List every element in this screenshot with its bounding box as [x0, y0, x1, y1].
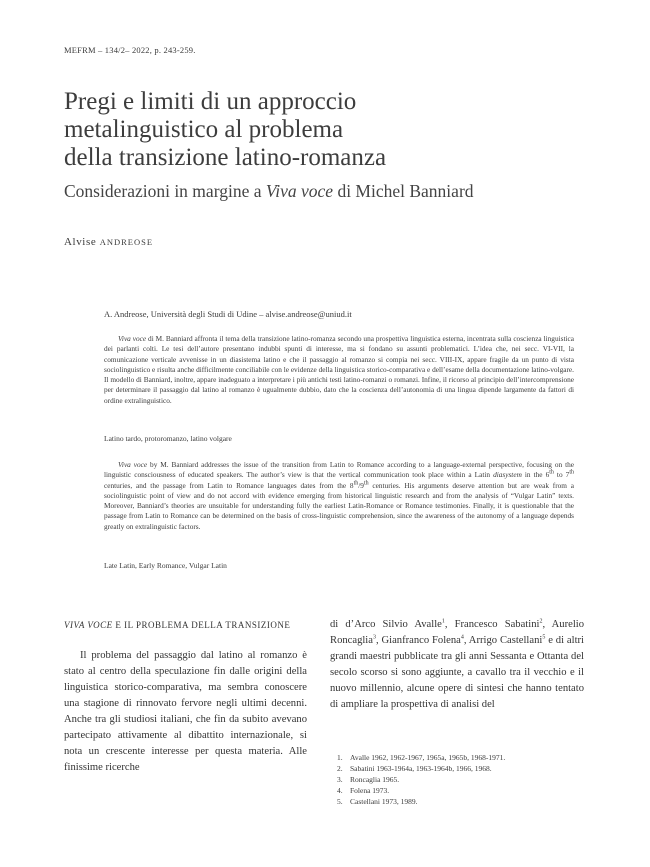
body-paragraph-continued: di d’Arco Silvio Avalle$^1$, Francesco Sabatini$^2$, Aurelio Roncaglia$^3$, Gianfranco Folena$^4$, Arrigo Castellani$^5$ e di altri grandi maestri pubblicate tra gli anni Sessanta e Ottanta del secolo scorso si sono aggiunte, a cavallo tra il vecchio e il nuovo millennio, alcune opere di sintesi che hanno tentato di ampliare la prospettiva di analisi del	[330, 618, 584, 710]
keywords-italian: Latino tardo, protoromanzo, latino volgare	[104, 434, 232, 443]
abstract-italian: Viva voce di M. Banniard affronta il tema della transizione latino-romanza secondo una prospettiva linguistica esterna, incentrata sulla coscienza linguistica dei parlanti colti. Le tesi dell’autore presentano indubbi spunti di interesse, ma si fondano su assunti problematici. L’idea che, nei secc. VI-VII, la comunicazione verticale avvenisse in un diasistema latino e che il passaggio al romanzo si compia nei secc. VIII-IX, appare fragile da un punto di vista sociolinguistico e risulta anche difficilmente conciliabile con le evidenze della linguistica storico-comparativa e dell’esame della documentazione latino-volgare. Il modello di Banniard, inoltre, appare inadeguato a interpretare i più antichi testi latino-romanzi o romanzi. Infine, il ricorso al principio dell’intercomprensione per determinare il passaggio dal latino al romanzo è ugualmente dubbio, dato che la coscienza dell’autonomia di una lingua dipende largamente da fattori di ordine extralinguistico.	[104, 334, 574, 405]
abstract-english: Viva voce by M. Banniard addresses the issue of the transition from Latin to Romance according to a language-external perspective, focusing on the linguistic consciousness of educated speakers. The author’s view is that the vertical communication took place within a Latin diasystem in the 6th to 7th centuries, and the passage from Latin to Romance languages dates from the 8th/9th centuries. His arguments deserve attention but are weak from a sociolinguistic point of view and do not accord with evidence emerging from historical linguistic research and from the analysis of “Vulgar Latin” texts. Moreover, Banniard’s theories are unsuitable for understanding fully the earliest Latin-Romance or Romance testimonies. Finally, it is questionable that the passage from Latin to Romance can be determined on the basis of cross-linguistic comprehension, since the awareness of the autonomy of a language depends greatly on extralinguistic factors.	[104, 460, 574, 531]
footnote-item: 3. Roncaglia 1965.	[337, 775, 400, 784]
footnote-ref-3[interactable]: 3	[372, 634, 376, 641]
keywords-english: Late Latin, Early Romance, Vulgar Latin	[104, 561, 227, 570]
title-line-2: metalinguistico al problema	[64, 116, 344, 143]
footnote-ref-1[interactable]: 1	[441, 618, 445, 625]
body-column-right	[330, 617, 584, 713]
footnote-ref-4[interactable]: 4	[460, 634, 464, 641]
article-title	[64, 88, 604, 172]
title-line-1: Pregi e limiti di un approccio	[64, 88, 357, 115]
author-name: Alvise ANDREOSE	[64, 236, 154, 248]
footnote-item: 2. Sabatini 1963-1964a, 1963-1964b, 1966, 1968.	[337, 764, 492, 773]
journal-reference: MEFRM – 134/2– 2022, p. 243-259.	[64, 45, 196, 55]
footnote-ref-5[interactable]: 5	[542, 634, 546, 641]
section-heading: VIVA VOCE E IL PROBLEMA DELLA TRANSIZIONE	[64, 620, 291, 630]
article-subtitle: Considerazioni in margine a Viva voce di Michel Banniard	[64, 181, 474, 201]
title-line-3: della transizione latino-romanza	[64, 144, 387, 171]
footnotes	[337, 752, 587, 807]
body-column-left	[64, 617, 307, 776]
footnote-item: 5. Castellani 1973, 1989.	[337, 797, 418, 806]
body-paragraph: Il problema del passaggio dal latino al romanzo è stato al centro della speculazione fin dalle origini della linguistica storico-comparativa, ma sembra conoscere una stagione di rinnovato fervore negli ultimi decenni. Anche tra gli studiosi italiani, che fin da subito avevano partecipato attivamente al dibattito internazionale, si nota un crescente interesse per questa materia. Alle finissime ricerche	[64, 650, 307, 773]
footnote-item: 1. Avalle 1962, 1962-1967, 1965a, 1965b, 1968-1971.	[337, 753, 506, 762]
footnote-ref-2[interactable]: 2	[539, 618, 543, 625]
author-affiliation: A. Andreose, Università degli Studi di Udine – alvise.andreose@uniud.it	[104, 309, 352, 319]
footnote-item: 4. Folena 1973.	[337, 786, 390, 795]
